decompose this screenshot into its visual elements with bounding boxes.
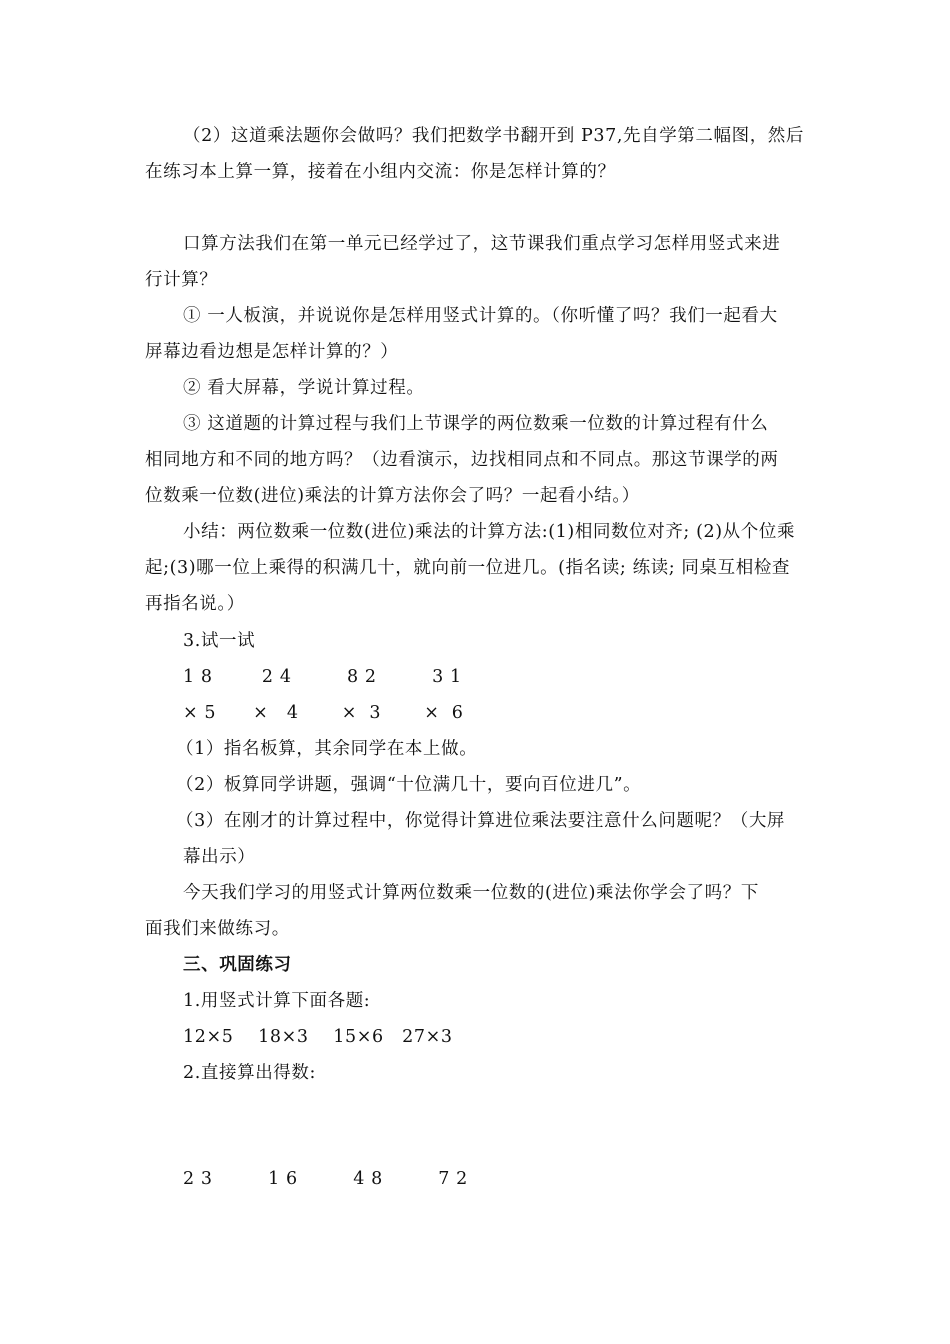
- paragraph-line: 口算方法我们在第一单元已经学过了，这节课我们重点学习怎样用竖式来进: [183, 234, 781, 254]
- paragraph-line: 在练习本上算一算，接着在小组内交流：你是怎样计算的？: [145, 162, 616, 182]
- paragraph-line: 行计算？: [145, 270, 218, 290]
- paragraph-line: 面我们来做练习。: [145, 919, 290, 939]
- exercise-heading: 2.直接算出得数:: [183, 1063, 316, 1083]
- exercise-numbers: 2 3 1 6 4 8 7 2: [183, 1169, 468, 1189]
- exercise-problems: 12×5 18×3 15×6 27×3: [183, 1027, 453, 1047]
- list-item: 幕出示）: [183, 847, 256, 867]
- summary-line: 小结：两位数乘一位数(进位)乘法的计算方法:(1)相同数位对齐; (2)从个位乘: [183, 522, 796, 542]
- paragraph-line: 位数乘一位数(进位)乘法的计算方法你会了吗？一起看小结。）: [145, 486, 640, 506]
- section-heading: 三、巩固练习: [183, 955, 292, 975]
- paragraph-line: 相同地方和不同的地方吗？（边看演示，边找相同点和不同点。那这节课学的两: [145, 450, 779, 470]
- exercise-numbers: 1 8 2 4 8 2 3 1: [183, 667, 462, 687]
- paragraph-line: 屏幕边看边想是怎样计算的？）: [145, 342, 399, 362]
- list-item: （1）指名板算，其余同学在本上做。: [176, 739, 478, 759]
- exercise-heading: 1.用竖式计算下面各题:: [183, 991, 371, 1011]
- paragraph-line: （2）这道乘法题你会做吗？我们把数学书翻开到 P37,先自学第二幅图，然后: [183, 126, 804, 146]
- summary-line: 再指名说。）: [145, 594, 245, 614]
- paragraph-line: 今天我们学习的用竖式计算两位数乘一位数的(进位)乘法你学会了吗？下: [183, 883, 759, 903]
- paragraph-line: ③ 这道题的计算过程与我们上节课学的两位数乘一位数的计算过程有什么: [183, 414, 769, 434]
- summary-line: 起;(3)哪一位上乘得的积满几十，就向前一位进几。(指名读; 练读; 同桌互相检查: [145, 558, 791, 578]
- list-item: （3）在刚才的计算过程中，你觉得计算进位乘法要注意什么问题呢？（大屏: [176, 811, 786, 831]
- list-item: （2）板算同学讲题，强调“十位满几十，要向百位进几”。: [176, 775, 642, 795]
- exercise-multipliers: × 5 × 4 × 3 × 6: [183, 703, 464, 723]
- section-heading: 3.试一试: [183, 631, 256, 651]
- paragraph-line: ② 看大屏幕，学说计算过程。: [183, 378, 425, 398]
- paragraph-line: ① 一人板演，并说说你是怎样用竖式计算的。（你听懂了吗？我们一起看大: [183, 306, 778, 326]
